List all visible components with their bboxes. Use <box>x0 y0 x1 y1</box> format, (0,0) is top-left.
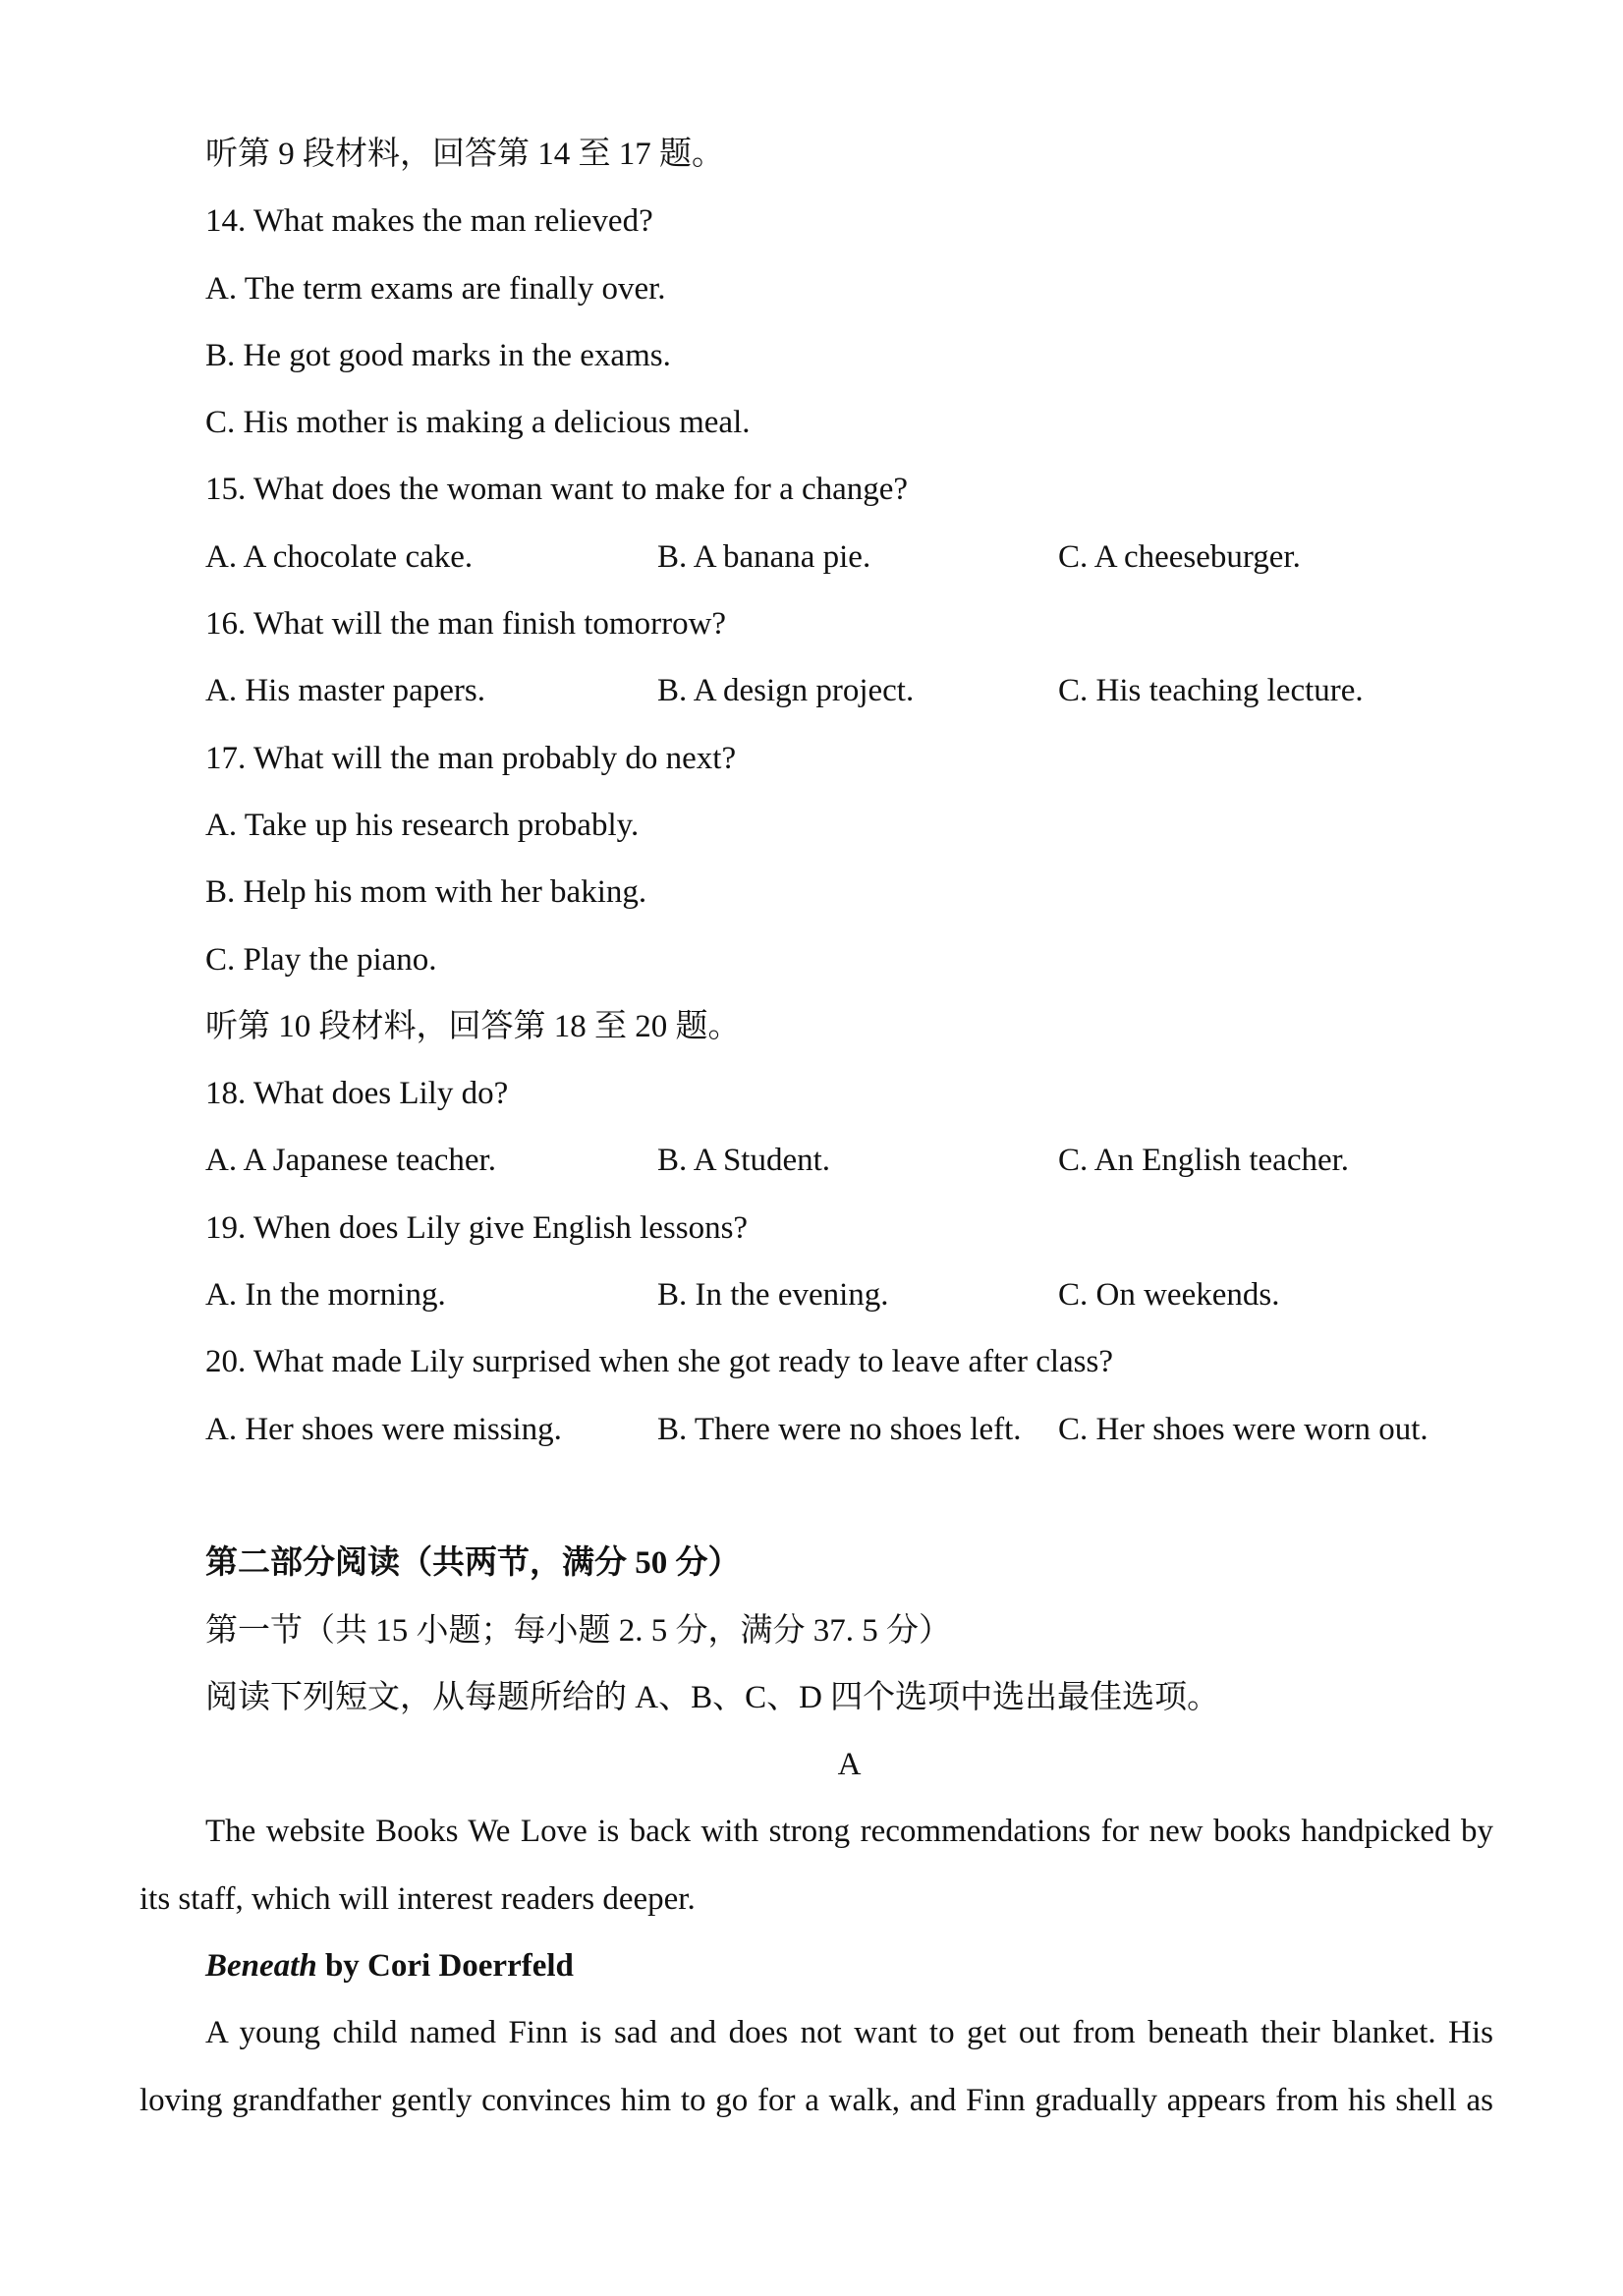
book-title: Beneath <box>205 1948 317 1985</box>
question-20-option-c: C. Her shoes were worn out. <box>1058 1411 1428 1447</box>
reading-section-1-heading: 第一节（共 15 小题；每小题 2. 5 分，满分 37. 5 分） <box>205 1612 951 1649</box>
question-15-stem: 15. What does the woman want to make for a change? <box>205 472 909 508</box>
question-20-option-b: B. There were no shoes left. <box>657 1411 1022 1447</box>
reading-directions: 阅读下列短文，从每题所给的 A、B、C、D 四个选项中选出最佳选项。 <box>205 1679 1220 1715</box>
question-20-stem: 20. What made Lily surprised when she got ready to leave after class? <box>205 1344 1113 1380</box>
question-14-option-b: B. He got good marks in the exams. <box>205 337 671 373</box>
question-15-option-b: B. A banana pie. <box>657 538 871 575</box>
question-14-stem: 14. What makes the man relieved? <box>205 203 653 240</box>
book-author: by Cori Doerrfeld <box>324 1948 574 1985</box>
passage-label: A <box>837 1747 862 1783</box>
question-19-option-c: C. On weekends. <box>1058 1277 1280 1314</box>
question-19-options <box>140 1261 1493 1328</box>
question-20-options <box>140 1396 1493 1463</box>
book-heading <box>140 1932 1493 1999</box>
question-17-option-a: A. Take up his research probably. <box>205 807 640 843</box>
question-17-stem: 17. What will the man probably do next? <box>205 740 737 776</box>
question-16-options <box>140 657 1493 724</box>
reading-part-heading: 第二部分阅读（共两节，满分 50 分） <box>205 1545 741 1582</box>
passage-10-instruction: 听第 10 段材料，回答第 18 至 20 题。 <box>205 1008 741 1044</box>
question-18-option-b: B. A Student. <box>657 1143 831 1179</box>
passage-9-instruction: 听第 9 段材料，回答第 14 至 17 题。 <box>205 137 724 172</box>
question-18-options <box>140 1127 1493 1194</box>
passage-intro-paragraph: The website Books We Love is back with strong recommendations for new books handpicked by its staff, which will interest readers deeper. <box>140 1814 1493 1917</box>
question-16-option-b: B. A design project. <box>657 673 915 709</box>
question-19-option-b: B. In the evening. <box>657 1277 889 1314</box>
question-20-option-a: A. Her shoes were missing. <box>205 1411 562 1447</box>
question-16-stem: 16. What will the man finish tomorrow? <box>205 606 727 643</box>
question-14-option-c: C. His mother is making a delicious meal. <box>205 405 751 441</box>
question-17-option-b: B. Help his mom with her baking. <box>205 874 647 911</box>
question-16-option-c: C. His teaching lecture. <box>1058 673 1364 709</box>
question-15-options <box>140 524 1493 590</box>
question-19-stem: 19. When does Lily give English lessons? <box>205 1209 749 1246</box>
question-18-option-a: A. A Japanese teacher. <box>205 1143 496 1179</box>
question-15-option-a: A. A chocolate cake. <box>205 538 474 575</box>
question-17-option-c: C. Play the piano. <box>205 941 437 978</box>
question-18-option-c: C. An English teacher. <box>1058 1143 1350 1179</box>
question-16-option-a: A. His master papers. <box>205 673 486 709</box>
question-19-option-a: A. In the morning. <box>205 1277 446 1314</box>
question-14-option-a: A. The term exams are finally over. <box>205 270 666 307</box>
question-15-option-c: C. A cheeseburger. <box>1058 538 1301 575</box>
content-column <box>140 121 1493 2134</box>
question-18-stem: 18. What does Lily do? <box>205 1076 509 1112</box>
book-description-paragraph: A young child named Finn is sad and does not want to get out from beneath their blanket. His loving grandfather gently convinces him to go for a walk, and Finn gradually appears from his shell as <box>140 2015 1493 2118</box>
